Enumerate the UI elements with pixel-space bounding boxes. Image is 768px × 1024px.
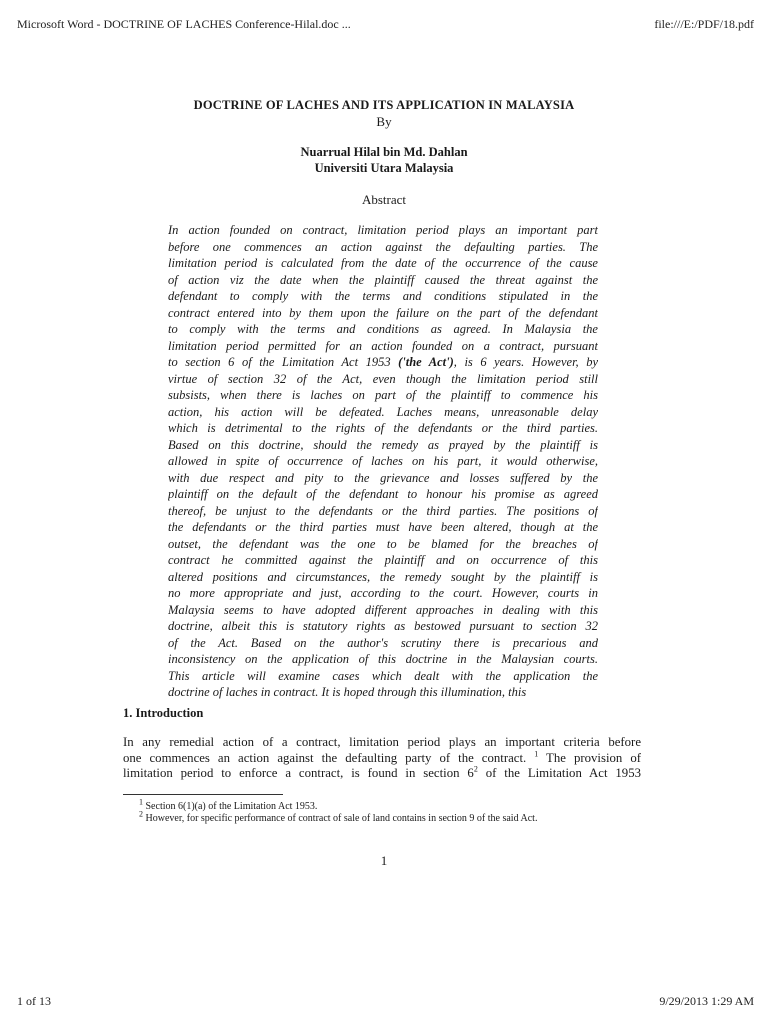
abstract-body [168,222,598,701]
abstract-line: allowed in spite of occurrence of laches on his part, it would otherwise, [168,454,598,468]
abstract-line: of action viz the date when the plaintiff caused the threat against the [168,272,598,287]
body-line [123,766,641,782]
author-affiliation: Universiti Utara Malaysia [314,161,454,175]
section-heading: 1. Introduction [123,706,204,720]
abstract-line: contract entered into by them upon the failure on the part of the defendant [168,305,598,320]
body-text: limitation period to enforce a contract, is found in section 6 [123,766,474,780]
abstract-line: outset, the defendant was the one to be blamed for the breaches of [168,536,598,551]
file-path: file:///E:/PDF/18.pdf [654,17,754,31]
abstract-line: defendant to comply with the terms and conditions stipulated in the [168,289,598,303]
abstract-line: to comply with the terms and conditions as agreed. In Malaysia the [168,322,598,336]
footnote-divider [123,794,283,795]
abstract-line: action, his action will be defeated. Laches means, unreasonable delay [168,404,598,419]
page-number: 1 [380,853,388,868]
body-line: In any remedial action of a contract, limitation period plays an important criteria before [123,735,641,749]
introduction-body [123,735,641,782]
abstract-line: altered positions and circumstances, the remedy sought by the plaintiff is [168,569,598,584]
abstract-line: doctrine of laches in contract. It is hoped through this illumination, this [168,685,527,699]
footnote-text: However, for specific performance of contract of sale of land contains in section 9 of the said Act. [143,813,538,824]
abstract-line: plaintiff on the default of the defendant to honour his promise as agreed [168,487,598,501]
footnote-text: Section 6(1)(a) of the Limitation Act 1953. [143,801,318,812]
abstract-line: which is detrimental to the rights of the defendants or the third parties. [168,421,598,435]
abstract-line: thereof, be unjust to the defendants or the third parties. The positions of [168,503,598,518]
abstract-line: subsists, when there is laches on part of the plaintiff to commence his [168,388,598,402]
abstract-line: In action founded on contract, limitation period plays an important part [168,223,598,237]
footnote-number: 2 [139,809,143,819]
abstract-line: of the Act. Based on the author's scrutiny there is precarious and [168,635,598,650]
author-name: Nuarrual Hilal bin Md. Dahlan [300,145,468,159]
body-text: The provision of [538,750,641,765]
abstract-line [168,354,598,371]
footnote [139,809,538,825]
abstract-line: limitation period permitted for an action founded on a contract, pursuant [168,338,598,353]
print-timestamp: 9/29/2013 1:29 AM [659,994,754,1008]
footnote-ref[interactable]: 2 [473,766,478,774]
abstract-text: to section 6 of the Limitation Act 1953 [168,355,399,369]
abstract-line: Based on this doctrine, should the remedy as prayed by the plaintiff is [168,437,598,452]
abstract-line: before one commences an action against the defaulting parties. The [168,239,598,254]
abstract-line: inconsistency on the application of this doctrine in the Malaysian courts. [168,652,598,666]
abstract-line: This article will examine cases which dealt with the application the [168,668,598,683]
document-title: DOCTRINE OF LACHES AND ITS APPLICATION IN MALAYSIA [193,98,575,112]
abstract-text: , is 6 years. However, by [453,355,598,369]
footnote-ref[interactable]: 1 [534,750,539,759]
abstract-line: contract he committed against the plaintiff and on occurrence of this [168,553,598,567]
byline: By [376,114,392,129]
body-line [123,751,641,767]
abstract-line: the defendants or the third parties must have been altered, though at the [168,520,598,534]
footnote-number: 1 [139,797,143,807]
abstract-line: with due respect and pity to the grievance and losses suffered by the [168,470,598,485]
page-counter: 1 of 13 [17,994,51,1008]
body-text: of the Limitation Act 1953 [477,766,641,780]
abstract-line: limitation period is calculated from the date of the occurrence of the cause [168,256,598,270]
window-title: Microsoft Word - DOCTRINE OF LACHES Conference-Hilal.doc ... [17,17,351,31]
abstract-heading: Abstract [361,192,407,207]
body-text: one commences an action against the defaulting party of the contract. [123,750,527,765]
footnote [139,797,318,813]
abstract-line: doctrine, albeit this is statutory rights as bestowed pursuant to section 32 [168,619,598,633]
abstract-line: virtue of section 32 of the Act, even though the limitation period still [168,371,598,386]
act-abbreviation: ('the Act') [398,355,454,369]
abstract-line: Malaysia seems to have adopted different approaches in dealing with this [168,602,598,617]
abstract-line: no more appropriate and just, according to the court. However, courts in [168,586,598,600]
